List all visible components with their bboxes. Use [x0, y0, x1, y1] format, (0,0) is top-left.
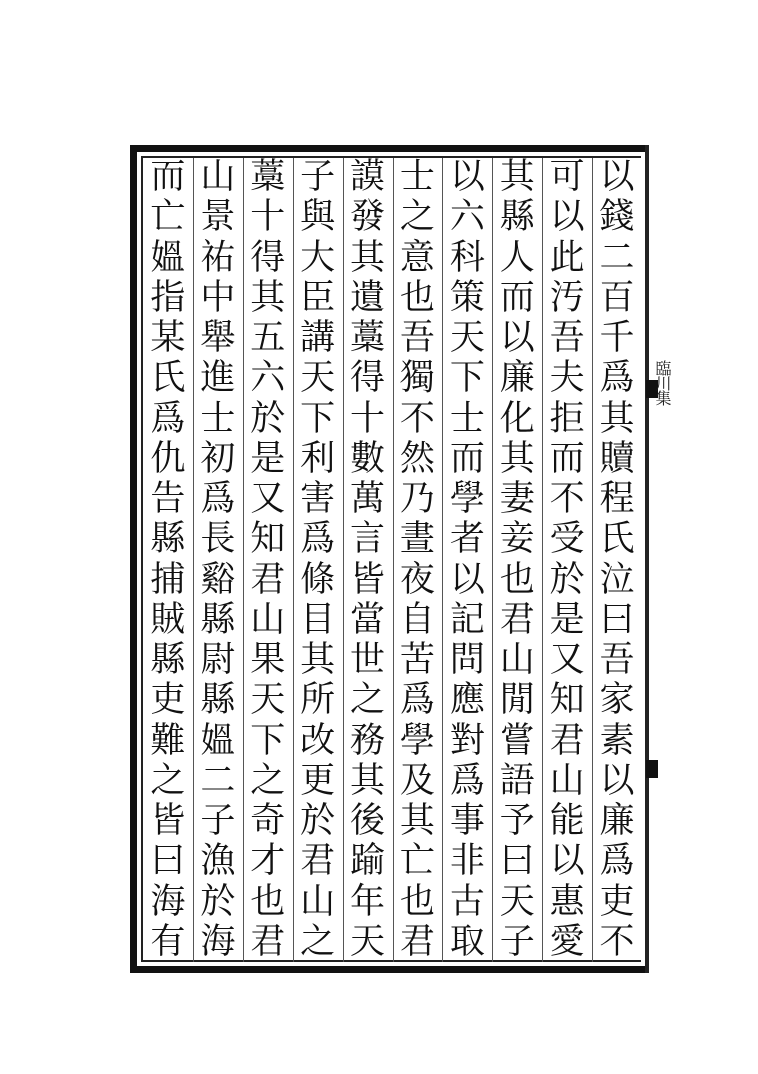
character: 對 [449, 720, 485, 761]
column-rule [492, 158, 493, 962]
character: 媼 [150, 237, 186, 278]
character: 又 [549, 640, 585, 680]
character: 廉 [499, 358, 535, 399]
character: 不 [599, 921, 635, 962]
character: 又 [250, 479, 286, 519]
character: 中 [200, 277, 236, 318]
character: 五 [250, 318, 286, 358]
character: 吾 [599, 640, 635, 680]
text-column [543, 157, 591, 962]
character: 縣 [150, 640, 186, 680]
character: 以 [599, 157, 635, 197]
character: 乃 [399, 479, 435, 519]
character: 晝 [399, 519, 435, 560]
character: 年 [350, 881, 386, 922]
character: 予 [499, 801, 535, 841]
character: 而 [499, 277, 535, 318]
character: 應 [449, 680, 485, 721]
character: 夫 [549, 358, 585, 399]
character: 二 [599, 237, 635, 278]
character: 皆 [350, 559, 386, 600]
character: 君 [399, 921, 435, 962]
character: 捕 [150, 559, 186, 600]
character: 也 [399, 277, 435, 318]
character: 謨 [350, 157, 386, 197]
character: 海 [200, 921, 236, 962]
character: 大 [300, 237, 336, 278]
character: 素 [599, 720, 635, 761]
character: 有 [150, 921, 186, 962]
character: 條 [300, 559, 336, 600]
character: 其 [599, 398, 635, 439]
character: 問 [449, 640, 485, 680]
character: 君 [250, 559, 286, 600]
character: 而 [449, 438, 485, 479]
character: 化 [499, 398, 535, 439]
character: 贖 [599, 438, 635, 479]
character: 奇 [250, 801, 286, 841]
character: 吏 [599, 881, 635, 922]
character: 言 [350, 519, 386, 560]
character: 然 [399, 438, 435, 479]
character: 下 [449, 358, 485, 399]
character: 亡 [150, 197, 186, 238]
character: 子 [300, 157, 336, 197]
character: 海 [150, 881, 186, 922]
character: 錢 [599, 197, 635, 238]
character: 講 [300, 318, 336, 358]
text-column [244, 157, 292, 962]
character: 策 [449, 277, 485, 318]
character: 景 [200, 197, 236, 238]
character: 千 [599, 318, 635, 358]
character: 而 [549, 438, 585, 479]
character: 是 [250, 438, 286, 479]
character: 泣 [599, 559, 635, 600]
character: 藁 [250, 157, 286, 197]
character: 其 [499, 157, 535, 197]
character: 谿 [200, 559, 236, 600]
character: 及 [399, 760, 435, 801]
character: 閒 [499, 680, 535, 721]
character: 某 [150, 318, 186, 358]
text-column [393, 157, 441, 962]
character: 難 [150, 720, 186, 761]
character: 科 [449, 237, 485, 278]
character: 萬 [350, 479, 386, 519]
character: 曰 [599, 599, 635, 640]
text-column [294, 157, 342, 962]
character: 下 [250, 720, 286, 761]
character: 指 [150, 277, 186, 318]
character: 天 [499, 881, 535, 922]
character: 取 [449, 921, 485, 962]
character: 爲 [449, 760, 485, 801]
character: 吾 [549, 318, 585, 358]
column-rule [442, 158, 443, 962]
character: 曰 [150, 841, 186, 882]
text-column [194, 157, 242, 962]
character: 受 [549, 519, 585, 560]
character: 記 [449, 599, 485, 640]
character: 進 [200, 358, 236, 399]
character: 天 [300, 358, 336, 399]
character: 妾 [499, 519, 535, 560]
character: 也 [399, 881, 435, 922]
character: 拒 [549, 398, 585, 439]
fishtail-mark-lower [646, 760, 658, 778]
character: 夜 [399, 559, 435, 600]
character: 下 [300, 398, 336, 439]
character: 所 [300, 680, 336, 721]
character: 汚 [549, 277, 585, 318]
character: 其 [350, 760, 386, 801]
character: 才 [250, 841, 286, 882]
character: 自 [399, 599, 435, 640]
character: 山 [250, 599, 286, 640]
character: 不 [399, 398, 435, 439]
character: 務 [350, 720, 386, 761]
character: 當 [350, 599, 386, 640]
character: 吏 [150, 680, 186, 721]
character: 士 [399, 157, 435, 197]
character: 數 [350, 438, 386, 479]
text-column [443, 157, 491, 962]
character: 果 [250, 640, 286, 680]
column-rule [592, 158, 593, 962]
character: 山 [499, 640, 535, 680]
character: 天 [449, 318, 485, 358]
character: 事 [449, 801, 485, 841]
character: 君 [549, 720, 585, 761]
character: 舉 [200, 318, 236, 358]
character: 害 [300, 479, 336, 519]
character: 爲 [300, 519, 336, 560]
character: 也 [499, 559, 535, 600]
character: 君 [250, 921, 286, 962]
character: 世 [350, 640, 386, 680]
character: 爲 [599, 358, 635, 399]
text-column [493, 157, 541, 962]
character: 以 [549, 197, 585, 238]
character: 亡 [399, 841, 435, 882]
character: 天 [250, 680, 286, 721]
character: 祐 [200, 237, 236, 278]
margin-book-title: 臨川集 [653, 360, 672, 405]
character: 氏 [599, 519, 635, 560]
character: 子 [499, 921, 535, 962]
character: 天 [350, 921, 386, 962]
character: 之 [399, 197, 435, 238]
character: 縣 [200, 599, 236, 640]
character: 其 [350, 237, 386, 278]
character: 十 [350, 398, 386, 439]
character: 利 [300, 438, 336, 479]
character: 其 [300, 640, 336, 680]
character: 曰 [499, 841, 535, 882]
character: 其 [250, 277, 286, 318]
character: 於 [250, 398, 286, 439]
character: 學 [449, 479, 485, 519]
character: 縣 [150, 519, 186, 560]
column-rule [343, 158, 344, 962]
character: 語 [499, 760, 535, 801]
character: 子 [200, 801, 236, 841]
character: 古 [449, 881, 485, 922]
character: 之 [250, 760, 286, 801]
character: 遺 [350, 277, 386, 318]
character: 是 [549, 599, 585, 640]
character: 山 [549, 760, 585, 801]
column-rule [293, 158, 294, 962]
character: 以 [449, 559, 485, 600]
character: 非 [449, 841, 485, 882]
character: 長 [200, 519, 236, 560]
column-rule [393, 158, 394, 962]
character: 氏 [150, 358, 186, 399]
character: 妻 [499, 479, 535, 519]
character: 漁 [200, 841, 236, 882]
character: 獨 [399, 358, 435, 399]
text-column [344, 157, 392, 962]
character: 而 [150, 157, 186, 197]
character: 仇 [150, 438, 186, 479]
character: 爲 [150, 398, 186, 439]
character: 嘗 [499, 720, 535, 761]
character: 後 [350, 801, 386, 841]
character: 縣 [200, 680, 236, 721]
character: 不 [549, 479, 585, 519]
character: 此 [549, 237, 585, 278]
character: 家 [599, 680, 635, 721]
character: 之 [150, 760, 186, 801]
character: 藁 [350, 318, 386, 358]
character: 初 [200, 438, 236, 479]
character: 發 [350, 197, 386, 238]
character: 廉 [599, 801, 635, 841]
character: 於 [300, 801, 336, 841]
character: 以 [549, 841, 585, 882]
character: 知 [250, 519, 286, 560]
character: 以 [599, 760, 635, 801]
character: 以 [499, 318, 535, 358]
character: 與 [300, 197, 336, 238]
character: 賊 [150, 599, 186, 640]
character: 士 [200, 398, 236, 439]
character: 意 [399, 237, 435, 278]
character: 六 [449, 197, 485, 238]
character: 之 [350, 680, 386, 721]
character: 於 [549, 559, 585, 600]
text-column [144, 157, 192, 962]
character: 者 [449, 519, 485, 560]
character: 愛 [549, 921, 585, 962]
character: 以 [449, 157, 485, 197]
character: 媼 [200, 720, 236, 761]
character: 苦 [399, 640, 435, 680]
character: 人 [499, 237, 535, 278]
fold-edge [645, 145, 649, 973]
column-rule [193, 158, 194, 962]
character: 二 [200, 760, 236, 801]
character: 十 [250, 197, 286, 238]
character: 山 [200, 157, 236, 197]
character: 其 [399, 801, 435, 841]
character: 臣 [300, 277, 336, 318]
character: 百 [599, 277, 635, 318]
character: 惠 [549, 881, 585, 922]
character: 縣 [499, 197, 535, 238]
character: 皆 [150, 801, 186, 841]
character: 山 [300, 881, 336, 922]
column-rule [542, 158, 543, 962]
character: 知 [549, 680, 585, 721]
text-column [593, 157, 641, 962]
character: 君 [499, 599, 535, 640]
character: 爲 [200, 479, 236, 519]
column-rule [243, 158, 244, 962]
character: 改 [300, 720, 336, 761]
character: 士 [449, 398, 485, 439]
character: 六 [250, 358, 286, 399]
character: 目 [300, 599, 336, 640]
character: 吾 [399, 318, 435, 358]
character: 其 [499, 438, 535, 479]
character: 君 [300, 841, 336, 882]
character: 可 [549, 157, 585, 197]
character: 得 [250, 237, 286, 278]
character: 程 [599, 479, 635, 519]
character: 得 [350, 358, 386, 399]
character: 於 [200, 881, 236, 922]
character: 爲 [399, 680, 435, 721]
character: 能 [549, 801, 585, 841]
character: 尉 [200, 640, 236, 680]
character: 爲 [599, 841, 635, 882]
character: 踰 [350, 841, 386, 882]
character: 更 [300, 760, 336, 801]
character: 也 [250, 881, 286, 922]
character: 學 [399, 720, 435, 761]
character: 告 [150, 479, 186, 519]
character: 之 [300, 921, 336, 962]
